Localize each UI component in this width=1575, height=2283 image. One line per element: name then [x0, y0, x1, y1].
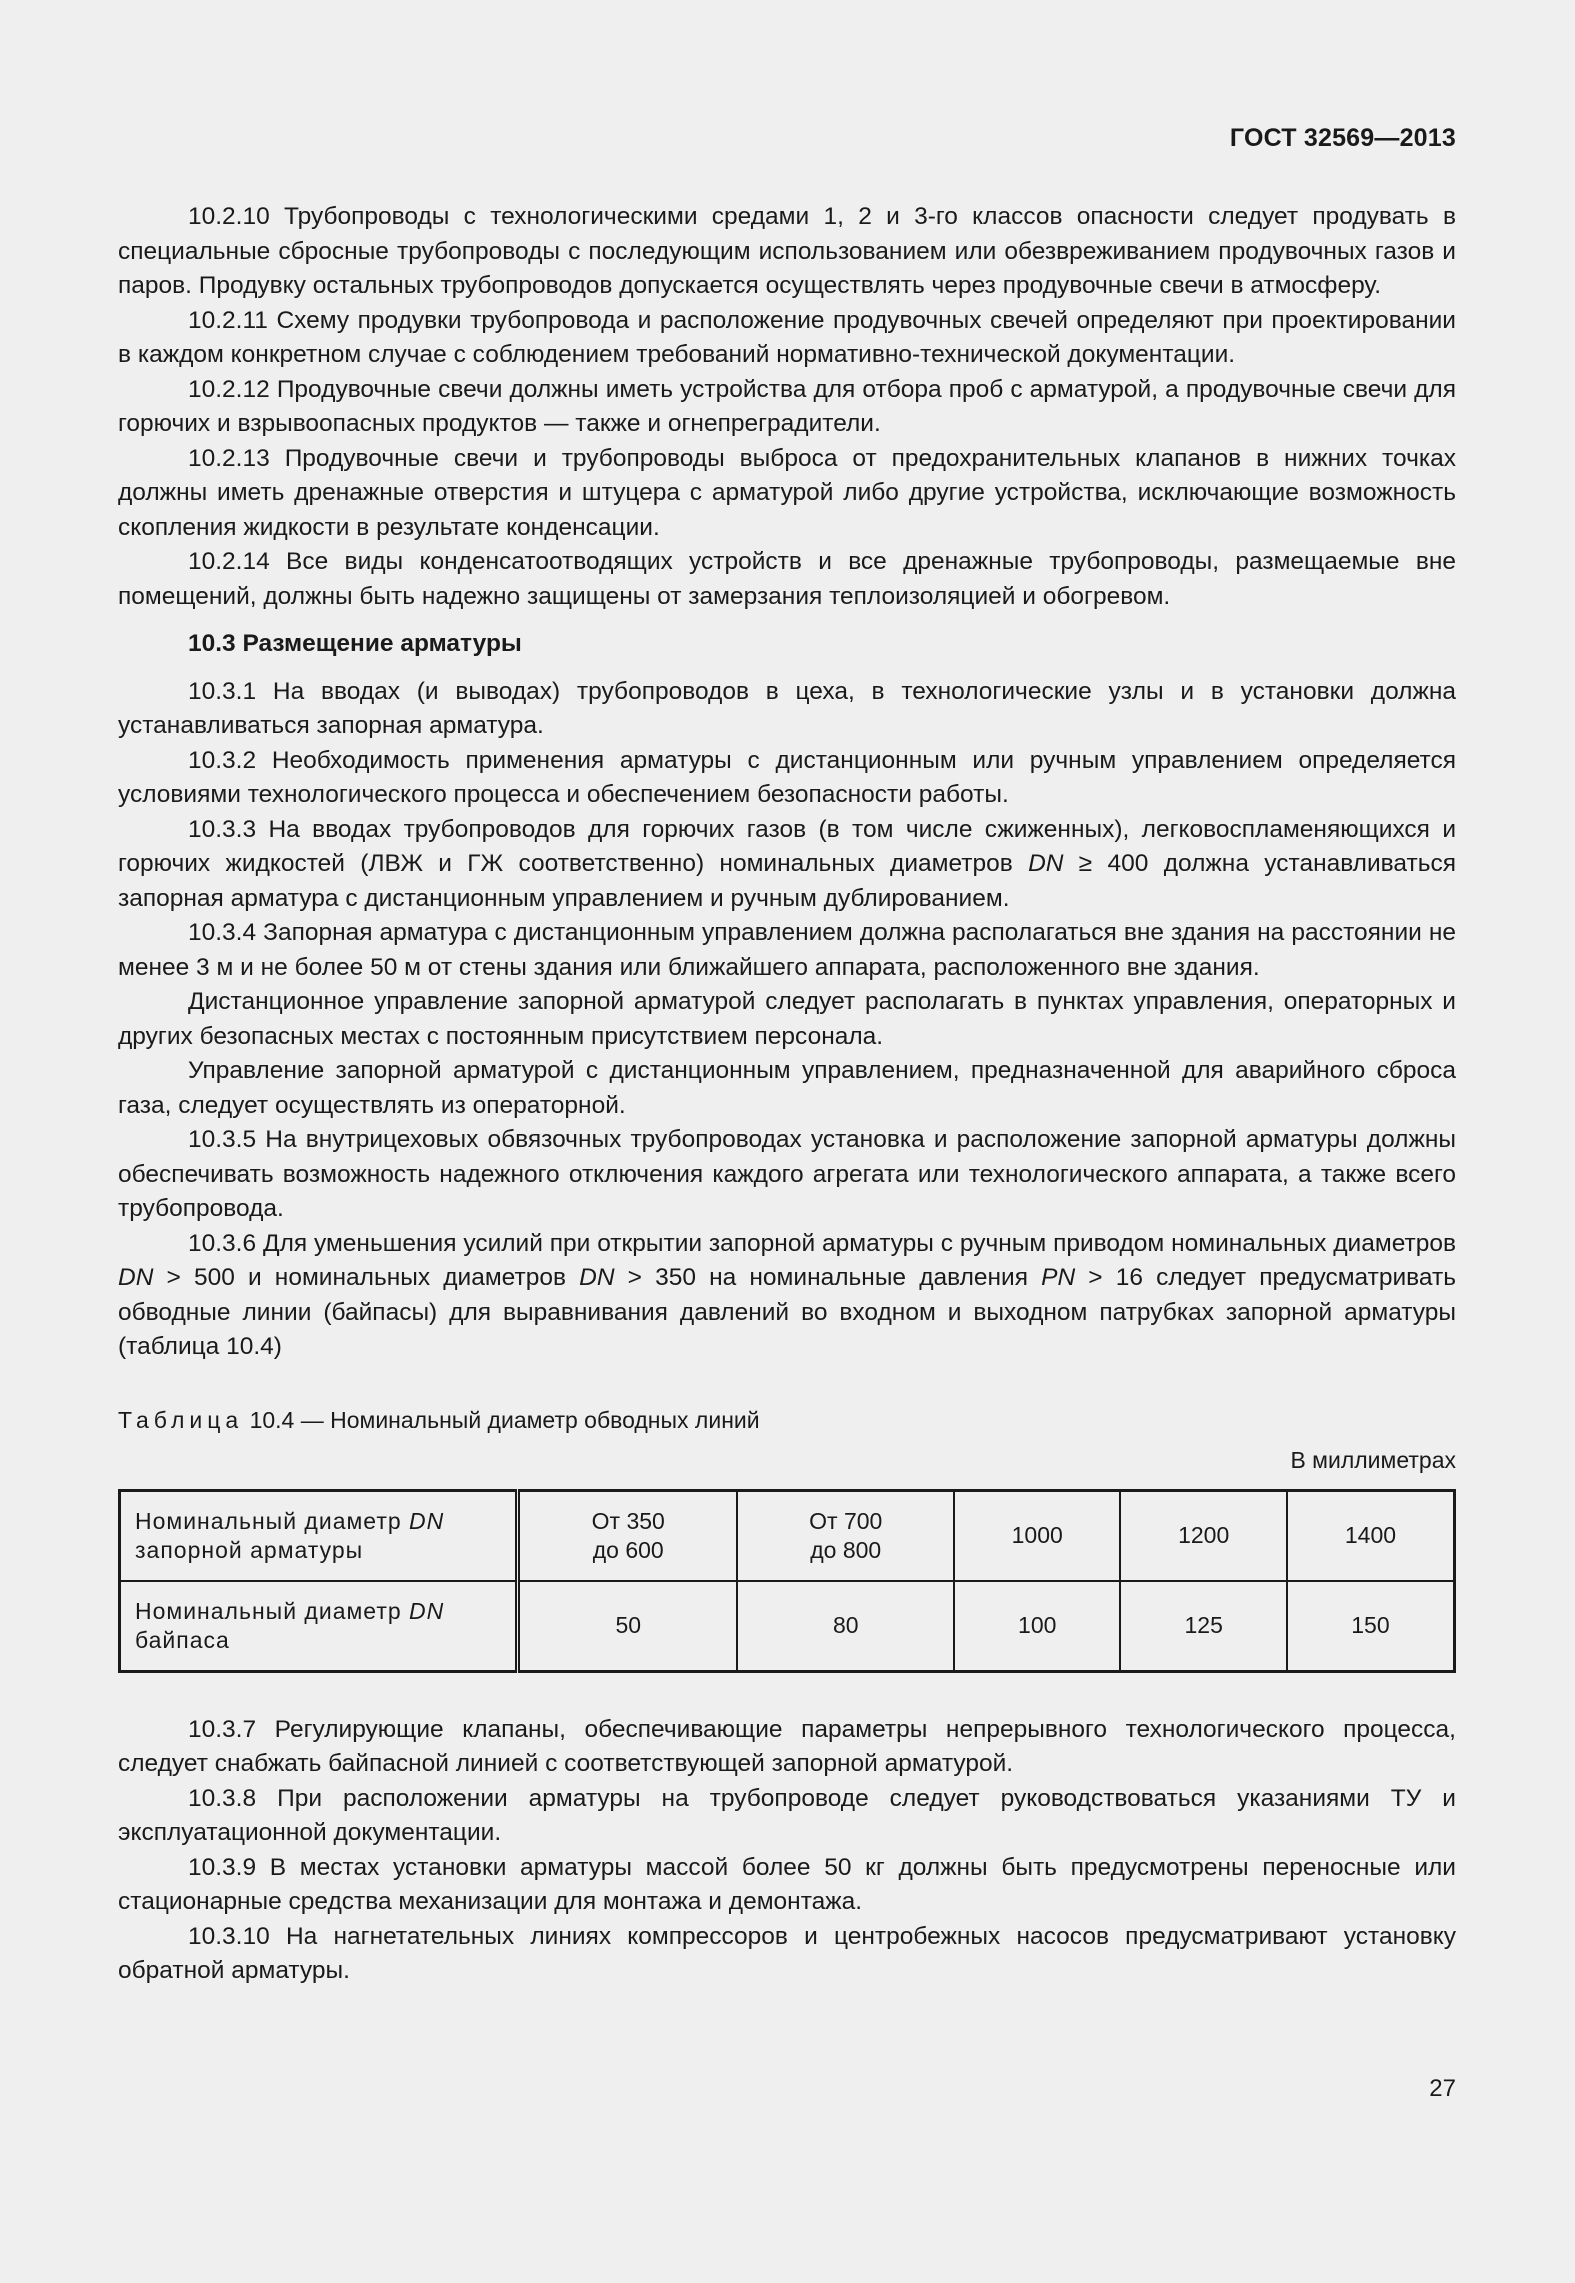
paragraph-text: > 500 и номинальных диаметров [153, 1264, 580, 1291]
section-heading-10-3: 10.3 Размещение арматуры [188, 630, 522, 657]
page-content [118, 200, 1456, 1989]
table-cell [737, 1490, 954, 1581]
paragraph-text: 10.3.6 Для уменьшения усилий при открытии запорной арматуры с ручным приводом номинальных диаметров [188, 1229, 1456, 1257]
table-caption-text: 10.4 — Номинальный диаметр обводных линий [243, 1406, 760, 1433]
table-caption [118, 1405, 1456, 1435]
table-cell: 150 [1287, 1581, 1455, 1672]
dn-symbol: DN [1028, 850, 1064, 877]
table-row [120, 1490, 1455, 1581]
table-cell: 125 [1120, 1581, 1286, 1672]
paragraph-text: > 16 следует предусматривать обводные линии (байпасы) для выравнивания давлений во входном и выходном патрубках запорной арматуры (таблица 10.4) [118, 1264, 1456, 1360]
paragraph-10-3-6 [118, 1227, 1456, 1365]
pn-symbol: PN [1041, 1264, 1076, 1291]
paragraph-text: 10.3.3 На вводах трубопроводов для горючих газов (в том числе сжиженных), легковоспламеняющихся и горючих жидкостей (ЛВЖ и ГЖ соответственно) номинальных диаметров [118, 815, 1456, 877]
nominal-diameter-table [118, 1489, 1456, 1673]
document-code-header: ГОСТ 32569—2013 [1229, 124, 1456, 152]
paragraph-10-2-14: 10.2.14 Все виды конденсатоотводящих устройств и все дренажные трубопроводы, размещаемые вне помещений, должны быть надежно защищены от замерзания теплоизоляцией и обогревом. [118, 548, 1456, 610]
paragraph-10-3-2: 10.3.2 Необходимость применения арматуры с дистанционным или ручным управлением определяется условиями технологического процесса и обеспечением безопасности работы. [118, 746, 1456, 808]
row-header-text: Номинальный диаметр [135, 1597, 410, 1624]
paragraph-10-3-10: 10.3.10 На нагнетательных линиях компрессоров и центробежных насосов предусматривают установку обратной арматуры. [118, 1922, 1456, 1984]
table-cell: 80 [737, 1581, 954, 1672]
paragraph-10-3-9: 10.3.9 В местах установки арматуры массой более 50 кг должны быть предусмотрены переносные или стационарные средства механизации для монтажа и демонтажа. [118, 1853, 1456, 1915]
table-cell: 1200 [1120, 1490, 1286, 1581]
row-header-text: байпаса [135, 1626, 230, 1653]
table-cell: 100 [954, 1581, 1120, 1672]
paragraph-10-3-3 [118, 813, 1456, 917]
paragraph-text: > 350 на номинальные давления [614, 1264, 1042, 1291]
table-cell: 50 [518, 1581, 738, 1672]
dn-symbol: DN [118, 1264, 154, 1291]
paragraph-emergency-discharge: Управление запорной арматурой с дистанционным управлением, предназначенной для аварийного сброса газа, следует осуществлять из операторной. [118, 1057, 1456, 1119]
document-page [118, 0, 1456, 2283]
paragraph-10-3-4: 10.3.4 Запорная арматура с дистанционным управлением должна располагаться вне здания на расстоянии не менее 3 м и не более 50 м от стены здания или ближайшего аппарата, расположенного вне здания. [118, 919, 1456, 981]
table-caption-prefix: Таблица [118, 1406, 244, 1433]
paragraph-remote-control: Дистанционное управление запорной арматурой следует располагать в пунктах управления, операторных и других безопасных местах с постоянным присутствием персонала. [118, 988, 1456, 1050]
paragraph-10-2-12: 10.2.12 Продувочные свечи должны иметь устройства для отбора проб с арматурой, а продувочные свечи для горючих и взрывоопасных продуктов — также и огнепреградители. [118, 375, 1456, 437]
table-cell: 1400 [1287, 1490, 1455, 1581]
cell-line: От 700 [809, 1507, 883, 1534]
page-number: 27 [1429, 2075, 1456, 2102]
paragraph-text: ≥ 400 должна устанавливаться запорная арматура с дистанционным управлением и ручным дублированием. [118, 850, 1456, 912]
row-header-valve-dn [120, 1490, 518, 1581]
paragraph-10-3-5: 10.3.5 На внутрицеховых обвязочных трубопроводах установка и расположение запорной арматуры должны обеспечивать возможность надежного отключения каждого агрегата или технологического аппарата, а также всего трубопровода. [118, 1126, 1456, 1222]
paragraph-10-3-8: 10.3.8 При расположении арматуры на трубопроводе следует руководствоваться указаниями ТУ и эксплуатационной документации. [118, 1784, 1456, 1846]
dn-symbol: DN [409, 1507, 445, 1534]
dn-symbol: DN [579, 1264, 615, 1291]
paragraph-10-2-13: 10.2.13 Продувочные свечи и трубопроводы выброса от предохранительных клапанов в нижних точках должны иметь дренажные отверстия и штуцера с арматурой либо другие устройства, исключающие возможность скопления жидкости в результате конденсации. [118, 444, 1456, 541]
table-cell: 1000 [954, 1490, 1120, 1581]
row-header-bypass-dn [120, 1581, 518, 1672]
paragraph-10-3-1: 10.3.1 На вводах (и выводах) трубопроводов в цеха, в технологические узлы и в установки должна устанавливаться запорная арматура. [118, 677, 1456, 739]
paragraph-10-2-10: 10.2.10 Трубопроводы с технологическими средами 1, 2 и 3-го классов опасности следует продувать в специальные сбросные трубопроводы с последующим использованием или обезвреживанием продувочных газов и паров. Продувку остальных трубопроводов допускается осуществлять через продувочные свечи в атмосферу. [118, 203, 1456, 299]
paragraph-10-2-11: 10.2.11 Схему продувки трубопровода и расположение продувочных свечей определяют при проектировании в каждом конкретном случае с соблюдением требований нормативно-технической документации. [118, 306, 1456, 368]
cell-line: до 800 [810, 1536, 882, 1563]
table-row [120, 1581, 1455, 1672]
row-header-text: Номинальный диаметр [135, 1507, 410, 1534]
paragraph-10-3-7: 10.3.7 Регулирующие клапаны, обеспечивающие параметры непрерывного технологического процесса, следует снабжать байпасной линией с соответствующей запорной арматурой. [118, 1715, 1456, 1777]
row-header-text: запорной арматуры [135, 1536, 364, 1563]
dn-symbol: DN [409, 1597, 445, 1624]
cell-line: до 600 [592, 1536, 664, 1563]
table-cell [518, 1490, 738, 1581]
cell-line: От 350 [591, 1507, 665, 1534]
table-units: В миллиметрах [1290, 1446, 1456, 1473]
